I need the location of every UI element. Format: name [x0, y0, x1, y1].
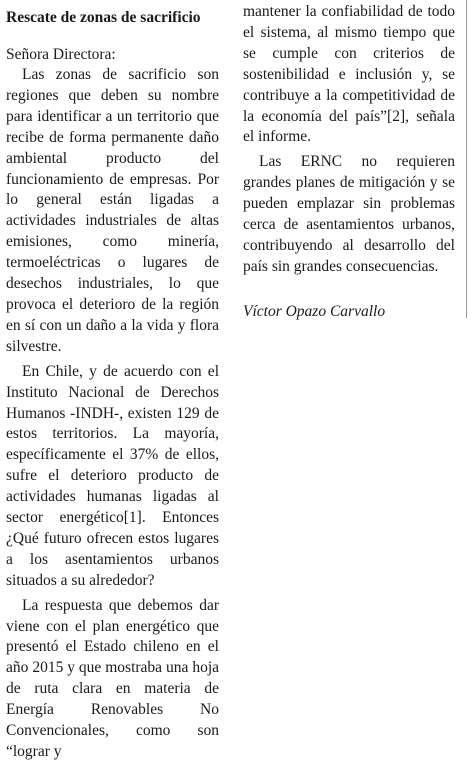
- paragraph-4: Las ERNC no requieren grandes planes de mitigación y se pueden emplazar sin problemas cerca de asentamientos urbanos, contribuyendo al desarrollo del país sin grandes consecuencias.: [243, 153, 455, 275]
- paragraph-3-continuation: mantener la confiabilidad de todo el sistema, al mismo tiempo que se cumple con criterios de sostenibilidad e inclusión y, se contribuye a la competitividad de la economía del país”[2], señala el informe.: [243, 3, 455, 146]
- salutation: Señora Directora:: [6, 46, 116, 63]
- left-column: [6, 8, 219, 763]
- right-column: [243, 2, 455, 322]
- letter-title: Rescate de zonas de sacrificio: [6, 9, 201, 26]
- signature: Víctor Opazo Carvallo: [243, 302, 386, 320]
- paragraph-1: Las zonas de sacrificio son regiones que deben su nombre para identificar a un territorio que recibe de forma permanente daño ambiental producto del funcionamiento de empresas. Por lo general están ligadas a actividades industriales de altas emisiones, como minería, termoeléctricas o lugares de desechos industriales, lo que provoca el deterioro de la región en sí con un daño a la vida y flora silvestre.: [6, 66, 219, 355]
- paragraph-3: La respuesta que debemos dar viene con el plan energético que presentó el Estado chileno en el año 2015 y que mostraba una hoja de ruta clara en materia de Energía Renovables No Convencionales, como son “lograr y: [6, 596, 219, 760]
- paragraph-2: En Chile, y de acuerdo con el Instituto Nacional de Derechos Humanos -INDH-, existen 129 de estos territorios. La mayoría, específicamente el 37% de ellos, sufre el deterioro producto de actividades humanas ligadas al sector energético[1]. Entonces ¿Qué futuro ofrecen estos lugares a los asentamientos urbanos situados a su alrededor?: [6, 362, 219, 589]
- column-divider: [466, 0, 467, 318]
